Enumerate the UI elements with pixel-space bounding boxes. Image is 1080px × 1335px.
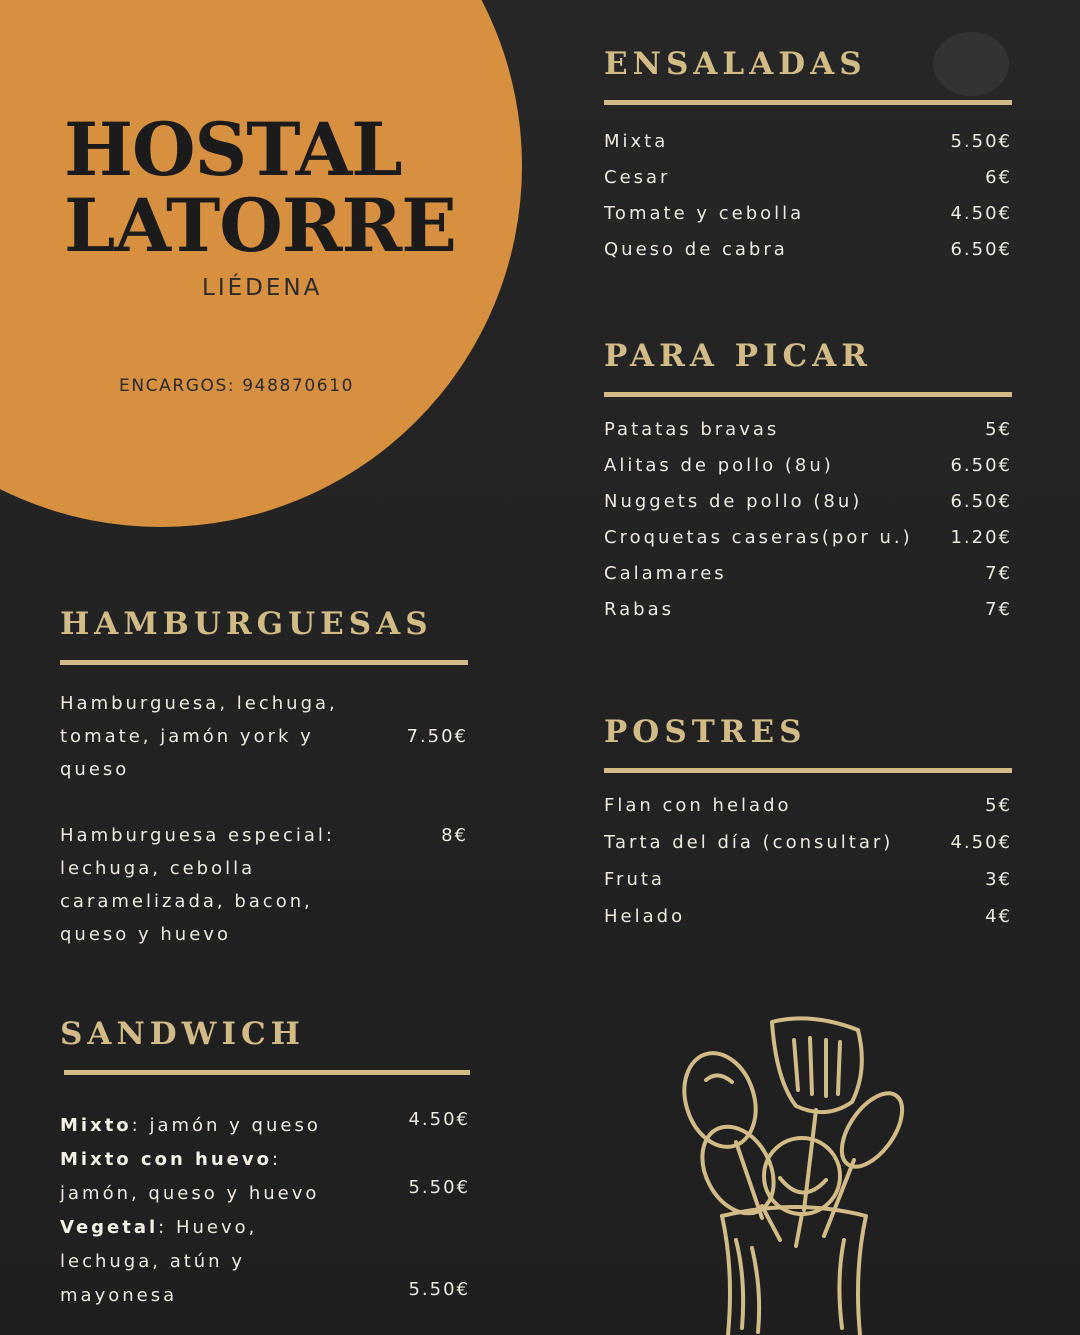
section-para-picar xyxy=(604,338,1012,635)
item-name: Calamares xyxy=(604,563,727,584)
section-divider xyxy=(604,100,1012,105)
item-price: 5.50€ xyxy=(408,1279,470,1300)
item-price: 8€ xyxy=(441,825,468,846)
item-name: Croquetas caseras(por u.) xyxy=(604,527,913,548)
item-name: Alitas de pollo (8u) xyxy=(604,455,834,476)
section-title: POSTRES xyxy=(604,714,807,750)
item-price: 1.20€ xyxy=(950,527,1012,548)
section-divider xyxy=(604,392,1012,397)
item-name: Queso de cabra xyxy=(604,239,788,260)
item-name: Mixto con huevo xyxy=(60,1149,272,1170)
item-name: Fruta xyxy=(604,869,665,890)
menu-item xyxy=(604,167,1012,203)
item-description: Hamburguesa, lechuga, tomate, jamón york y queso xyxy=(60,693,338,780)
item-name: Patatas bravas xyxy=(604,419,780,440)
item-price: 4.50€ xyxy=(950,832,1012,853)
section-divider xyxy=(604,768,1012,773)
section-title: HAMBURGUESAS xyxy=(60,606,433,642)
menu-item xyxy=(604,203,1012,239)
item-description xyxy=(60,1143,360,1211)
item-name: Tarta del día (consultar) xyxy=(604,832,894,853)
item-name: Flan con helado xyxy=(604,795,792,816)
item-price: 3€ xyxy=(985,869,1012,890)
item-name: Mixta xyxy=(604,131,669,152)
menu-item xyxy=(60,687,468,786)
menu-item xyxy=(604,906,1012,943)
menu-item xyxy=(604,795,1012,832)
kitchen-utensils-icon xyxy=(676,1010,916,1335)
section-ensaladas xyxy=(604,46,1012,275)
menu-item xyxy=(604,599,1012,635)
item-price: 6€ xyxy=(985,167,1012,188)
restaurant-name-line1: HOSTAL xyxy=(64,107,402,193)
item-name: Vegetal xyxy=(60,1217,159,1238)
item-price: 4.50€ xyxy=(408,1109,470,1130)
item-description xyxy=(60,1109,360,1143)
section-divider xyxy=(60,660,468,665)
menu-item xyxy=(604,563,1012,599)
item-name: Nuggets de pollo (8u) xyxy=(604,491,863,512)
item-price: 5€ xyxy=(985,795,1012,816)
section-postres xyxy=(604,714,1012,943)
menu-item xyxy=(60,1143,470,1211)
item-name: Cesar xyxy=(604,167,671,188)
item-price: 4€ xyxy=(985,906,1012,927)
item-description xyxy=(60,1211,360,1313)
orders-phone: ENCARGOS: 948870610 xyxy=(119,376,354,396)
menu-item xyxy=(604,527,1012,563)
item-detail: : jamón y queso xyxy=(131,1115,321,1136)
item-name: Mixto xyxy=(60,1115,132,1136)
town-name: LIÉDENA xyxy=(202,275,323,301)
menu-item xyxy=(60,819,468,951)
item-price: 6.50€ xyxy=(950,491,1012,512)
section-title: PARA PICAR xyxy=(604,338,873,374)
menu-item xyxy=(604,869,1012,906)
menu-item xyxy=(604,455,1012,491)
item-name: Rabas xyxy=(604,599,674,620)
item-price: 7€ xyxy=(985,563,1012,584)
section-divider xyxy=(64,1070,470,1075)
item-price: 5.50€ xyxy=(950,131,1012,152)
menu-item xyxy=(604,131,1012,167)
restaurant-name xyxy=(64,107,484,269)
item-price: 7€ xyxy=(985,599,1012,620)
item-price: 6.50€ xyxy=(950,239,1012,260)
section-title: SANDWICH xyxy=(60,1016,305,1052)
section-title: ENSALADAS xyxy=(604,46,867,82)
menu-item xyxy=(604,832,1012,869)
item-price: 5.50€ xyxy=(408,1177,470,1198)
item-detail: : jamón, queso y huevo xyxy=(60,1149,320,1204)
menu-item xyxy=(60,1211,470,1313)
menu-item xyxy=(604,239,1012,275)
item-price: 7.50€ xyxy=(406,726,468,747)
item-name: Helado xyxy=(604,906,686,927)
section-hamburguesas xyxy=(60,606,468,951)
menu-item xyxy=(604,491,1012,527)
section-sandwich xyxy=(60,1016,470,1313)
menu-item xyxy=(60,1109,470,1143)
item-name: Tomate y cebolla xyxy=(604,203,805,224)
item-price: 6.50€ xyxy=(950,455,1012,476)
menu-item xyxy=(604,419,1012,455)
item-description: Hamburguesa especial: lechuga, cebolla caramelizada, bacon, queso y huevo xyxy=(60,825,336,945)
restaurant-name-line2: LATORRE xyxy=(64,183,456,269)
item-price: 5€ xyxy=(985,419,1012,440)
item-detail: : Huevo, lechuga, atún y mayonesa xyxy=(60,1217,258,1306)
item-price: 4.50€ xyxy=(950,203,1012,224)
